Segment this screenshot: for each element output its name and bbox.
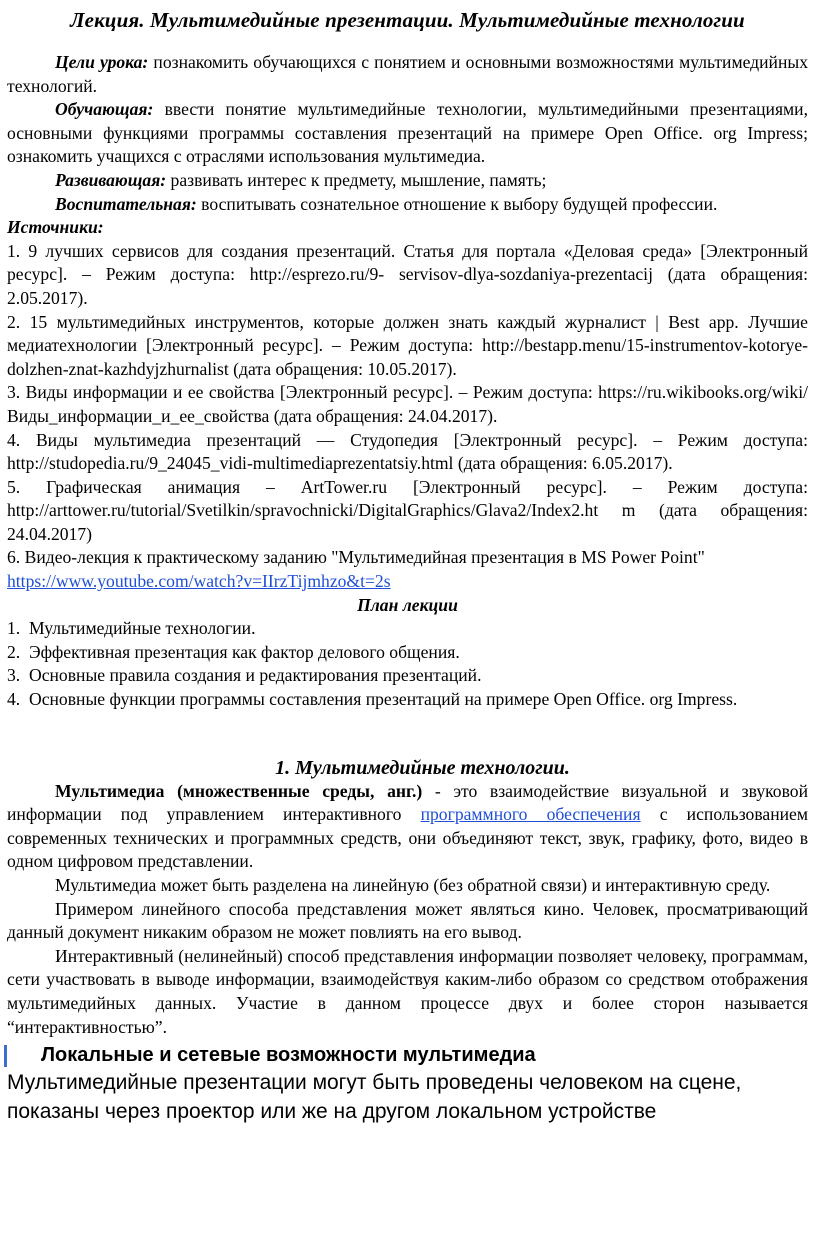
source-item: 3. Виды информации и ее свойства [Электронный ресурс]. – Режим доступа: https://ru.wikibooks.org/wiki/Виды_информации_и_ее_свойства (дата обращения: 24.04.2017). — [7, 382, 808, 426]
plan-item-number: 4. — [7, 689, 21, 710]
section-paragraph: Примером линейного способа представления может являться кино. Человек, просматривающий данный документ никаким образом не может повлиять на его вывод. — [7, 898, 808, 943]
plan-heading: План лекции — [357, 594, 458, 615]
sources-list — [7, 240, 808, 594]
plan-item — [7, 641, 808, 665]
goal-teaching — [7, 98, 808, 169]
sources-heading: Источники: — [7, 217, 104, 238]
goal-upbringing-text: воспитывать сознательное отношение к выбору будущей профессии. — [196, 193, 718, 214]
plan-item — [7, 664, 808, 688]
document-page — [7, 0, 808, 1126]
text-cursor-bar — [4, 1045, 7, 1067]
goal-developing-label: Развивающая: — [55, 169, 167, 190]
goal-upbringing — [7, 193, 808, 217]
source-item: 2. 15 мультимедийных инструментов, которые должен знать каждый журналист | Best app. Лучшие медиатехнологии [Электронный ресурс]. – Режим доступа: http://bestapp.menu/15-instrumentov-kotorye-dolzhen-znat-kazhdyjzhurnalist (дата обращения: 10.05.2017). — [7, 311, 808, 379]
subsection-heading-text: Локальные и сетевые возможности мультимедиа — [41, 1044, 536, 1067]
source-item: 4. Виды мультимедиа презентаций — Студопедия [Электронный ресурс]. – Режим доступа: http://studopedia.ru/9_24045_vidi-multimediaprezentatsiy.html (дата обращения: 6.05.2017). — [7, 429, 808, 474]
source-item-video-text: 6. Видео-лекция к практическому заданию "Мультимедийная презентация в MS Power Point" — [7, 547, 705, 568]
subsection-heading — [7, 1043, 808, 1067]
goal-lesson-text: познакомить обучающихся с понятием и основными возможностями мультимедийных технологий. — [7, 52, 808, 96]
source-item: 5. Графическая анимация – ArtTower.ru [Электронный ресурс]. – Режим доступа: http://arttower.ru/tutorial/Svetilkin/spravochnicki/DigitalGraphics/Glava2/Index2.ht m (дата обращения: 24.04.2017) — [7, 476, 808, 544]
plan-item — [7, 617, 808, 641]
plan-item-number: 2. — [7, 641, 21, 662]
paragraph-text: - это взаимодействие визуальной и звуковой информации под управлением интерактивного — [7, 780, 808, 825]
section-paragraph: Интерактивный (нелинейный) способ представления информации позволяет человеку, программам, сети участвовать в выводе информации, взаимодействуя каким-либо образом со средством отображения мультимедийных данных. Участие в данном процессе двух и более сторон называется “интерактивностью”. — [7, 945, 808, 1037]
subsection-text: Мультимедийные презентации могут быть проведены человеком на сцене, показаны через проектор или же на другом локальном устройстве — [7, 1071, 742, 1124]
paragraph-text: с использованием современных технических и программных средств, они объединяют текст, звук, графику, фото, видео в одном цифровом представлении. — [7, 804, 808, 872]
section-title: 1. Мультимедийные технологии. — [275, 756, 570, 779]
goal-developing-text: развивать интерес к предмету, мышление, память; — [166, 169, 547, 190]
plan-item-number: 3. — [7, 665, 21, 686]
goal-teaching-label: Обучающая: — [55, 99, 154, 120]
plan-list — [7, 617, 808, 711]
page-title: Лекция. Мультимедийные презентации. Мультимедийные технологии — [70, 8, 745, 32]
software-link[interactable]: программного обеспечения — [420, 804, 641, 825]
plan-item-text: Эффективная презентация как фактор делового общения. — [29, 641, 460, 662]
youtube-link[interactable]: https://www.youtube.com/watch?v=IIrzTijmhzo&t=2s — [7, 571, 391, 592]
plan-item-text: Мультимедийные технологии. — [29, 618, 256, 639]
goal-teaching-text: ввести понятие мультимедийные технологии, мультимедийными презентациями, основными функциями программы составления презентаций на примере Open Office. org Impress; ознакомить учащихся с отраслями использования мультимедиа. — [7, 99, 808, 167]
plan-item-text: Основные правила создания и редактирования презентаций. — [29, 665, 482, 686]
goal-upbringing-label: Воспитательная: — [55, 193, 197, 214]
goal-lesson-label: Цели урока: — [55, 52, 149, 72]
plan-item-number: 1. — [7, 618, 21, 639]
plan-item-text: Основные функции программы составления презентаций на примере Open Office. org Impress. — [29, 689, 738, 710]
goal-lesson — [7, 51, 808, 98]
section-paragraph: Мультимедиа может быть разделена на линейную (без обратной связи) и интерактивную среду. — [55, 875, 771, 895]
goal-developing — [7, 169, 808, 193]
plan-item — [7, 688, 808, 712]
source-item: 1. 9 лучших сервисов для создания презентаций. Статья для портала «Деловая среда» [Электронный ресурс]. – Режим доступа: http://esprezo.ru/9- servisov-dlya-sozdaniya-prezentacij (дата обращения: 2.05.2017). — [7, 240, 808, 308]
section-paragraph — [7, 780, 808, 874]
source-item-video — [7, 546, 808, 593]
lesson-goals — [7, 51, 808, 216]
term-multimedia: Мультимедиа (множественные среды, анг.) — [55, 780, 423, 801]
